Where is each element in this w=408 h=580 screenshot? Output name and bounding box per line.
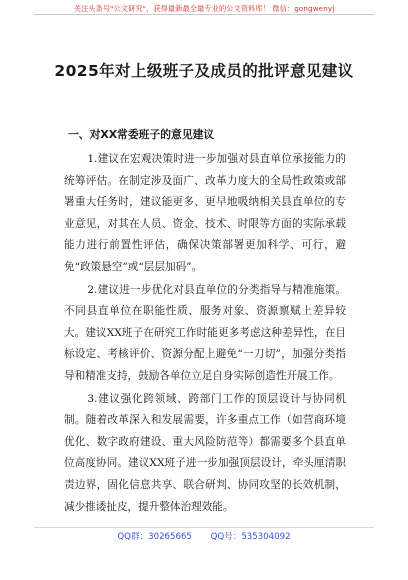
header-promo-note: 关注头条号"公文研究"，获得最新最全最专业的公文资料库！ 微信：gongwenyj <box>73 4 335 13</box>
paragraph-3: 3.建议强化跨领域、跨部门工作的顶层设计与协同机制。随着改革深入和发展需要，许多重点工作（如营商环境优化、数字政府建设、重大风险防范等）都需要多个县直单位高度协同。建议XX班子进一步加强顶层设计，牵头厘清职责边界，固化信息共享、联合研判、协同攻坚的长效机制，减少推诿扯皮，提升整体治理效能。 <box>64 392 346 513</box>
document-body <box>64 125 346 519</box>
footer-qq-group: QQ群：30265665 <box>117 532 192 542</box>
paragraph-2: 2.建议进一步优化对县直单位的分类指导与精准施策。不同县直单位在职能性质、服务对象、资源禀赋上差异较大。建议XX班子在研究工作时能更多考虑这种差异性，在目标设定、考核评价、资源分配上避免“一刀切”，加强分类指导和精准支持，鼓励各单位立足自身实际创造性开展工作。 <box>64 283 346 382</box>
footer-divider <box>34 527 374 528</box>
header-divider <box>34 14 374 15</box>
section-heading: 一、对XX常委班子的意见建议 <box>68 128 215 141</box>
document-title: 2025年对上级班子及成员的批评意见建议 <box>54 62 354 80</box>
footer-contact <box>0 530 408 542</box>
footer-qq-number: QQ号：535304092 <box>210 532 291 542</box>
paragraph-1: 1.建议在宏观决策时进一步加强对县直单位承接能力的统筹评估。在制定涉及面广、改革力度大的全局性政策或部署重大任务时，建议能更多、更早地吸纳相关县直单位的专业意见，对其在人员、资金、技术、时限等方面的实际承载能力进行前置性评估，确保决策部署更加科学、可行，避免“政策悬空”或“层层加码”。 <box>64 153 346 273</box>
